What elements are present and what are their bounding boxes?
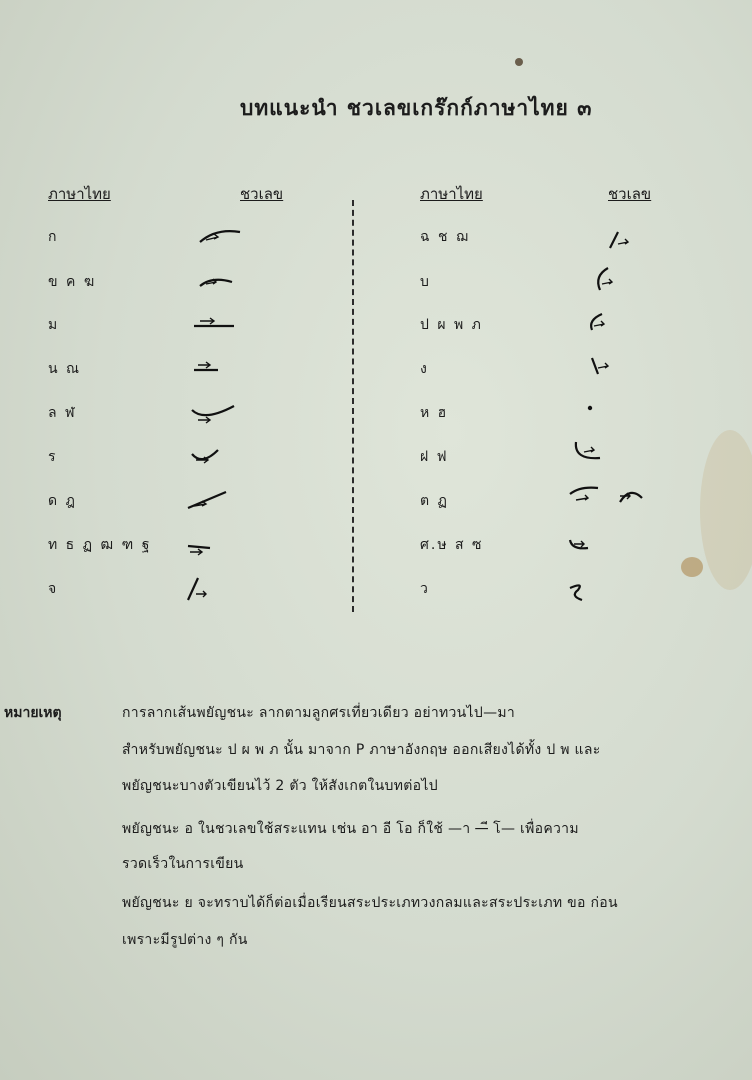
left-row-thai: ด ฎ — [48, 493, 77, 509]
shorthand-stroke-bo — [592, 264, 620, 294]
paper-stain — [681, 557, 703, 577]
right-row-thai: ง — [420, 361, 429, 377]
shorthand-stroke-to-2 — [568, 484, 604, 506]
left-row-thai: ล ฬ — [48, 405, 77, 421]
shorthand-stroke-po — [586, 310, 614, 332]
left-row-thai: ท ธ ฏ ฒ ฑ ฐ — [48, 537, 152, 553]
shorthand-stroke-wo — [566, 580, 588, 604]
paper-stain — [700, 430, 752, 590]
left-row-thai: ก — [48, 229, 59, 245]
shorthand-stroke-ngo — [588, 354, 616, 378]
note-line: รวดเร็วในการเขียน — [122, 856, 244, 872]
page-title: บทแนะนำ ชวเลขเกร๊กก์ภาษาไทย ๓ — [240, 96, 593, 120]
right-row-thai: ศ.ษ ส ซ — [420, 537, 484, 553]
right-row-thai: ป ผ พ ภ — [420, 317, 483, 333]
left-row-thai: ข ค ฆ — [48, 274, 97, 290]
shorthand-stroke-no — [192, 358, 226, 374]
shorthand-stroke-ro — [190, 446, 222, 470]
shorthand-stroke-jo — [184, 574, 214, 602]
right-row-thai: ฝ ฟ — [420, 449, 449, 465]
note-line: เพราะมีรูปต่าง ๆ กัน — [122, 932, 248, 948]
right-thai-header: ภาษาไทย — [420, 185, 483, 203]
note-line: พยัญชนะ อ ในชวเลขใช้สระแทน เช่น อา อี โอ ก็ใช้ —า —ี โ— เพื่อความ — [122, 821, 579, 837]
note-line: พยัญชนะ ย จะทราบได้ก็ต่อเมื่อเรียนสระประเภทวงกลมและสระประเภท ขอ ก่อน — [122, 895, 618, 911]
left-shorthand-header: ชวเลข — [240, 185, 284, 203]
right-shorthand-header: ชวเลข — [608, 185, 652, 203]
right-row-thai: ห ฮ — [420, 405, 449, 421]
right-row-thai: ว — [420, 581, 430, 597]
left-row-thai: จ — [48, 581, 59, 597]
shorthand-stroke-to — [186, 540, 216, 556]
shorthand-stroke-to-3 — [616, 484, 646, 506]
left-row-thai: น ณ — [48, 361, 82, 377]
left-thai-header: ภาษาไทย — [48, 185, 111, 203]
shorthand-stroke-mo — [192, 314, 238, 330]
column-divider — [352, 200, 354, 612]
left-row-thai: ม — [48, 317, 60, 333]
right-row-thai: บ — [420, 274, 431, 290]
paper-stain — [515, 58, 523, 66]
note-line: การลากเส้นพยัญชนะ ลากตามลูกศรเที่ยวเดียว อย่าทวนไป—มา — [122, 705, 516, 721]
notes-label: หมายเหตุ — [4, 705, 62, 721]
left-row-thai: ร — [48, 449, 58, 465]
shorthand-stroke-cho — [606, 228, 634, 250]
note-line: พยัญชนะบางตัวเขียนไว้ 2 ตัว ให้สังเกตในบทต่อไป — [122, 778, 438, 794]
shorthand-dot-ho — [586, 404, 596, 414]
shorthand-stroke-fo — [572, 438, 606, 464]
shorthand-stroke-do — [186, 488, 230, 512]
note-line: สำหรับพยัญชนะ ป ผ พ ภ นั้น มาจาก P ภาษาอังกฤษ ออกเสียงได้ทั้ง ป พ และ — [122, 742, 601, 758]
shorthand-stroke-lo — [190, 402, 238, 426]
right-row-thai: ฉ ช ฌ — [420, 229, 470, 245]
shorthand-stroke-ko — [196, 226, 246, 248]
shorthand-stroke-kho — [196, 272, 246, 292]
right-row-thai: ต ฏ — [420, 493, 449, 509]
shorthand-stroke-so — [568, 536, 594, 554]
